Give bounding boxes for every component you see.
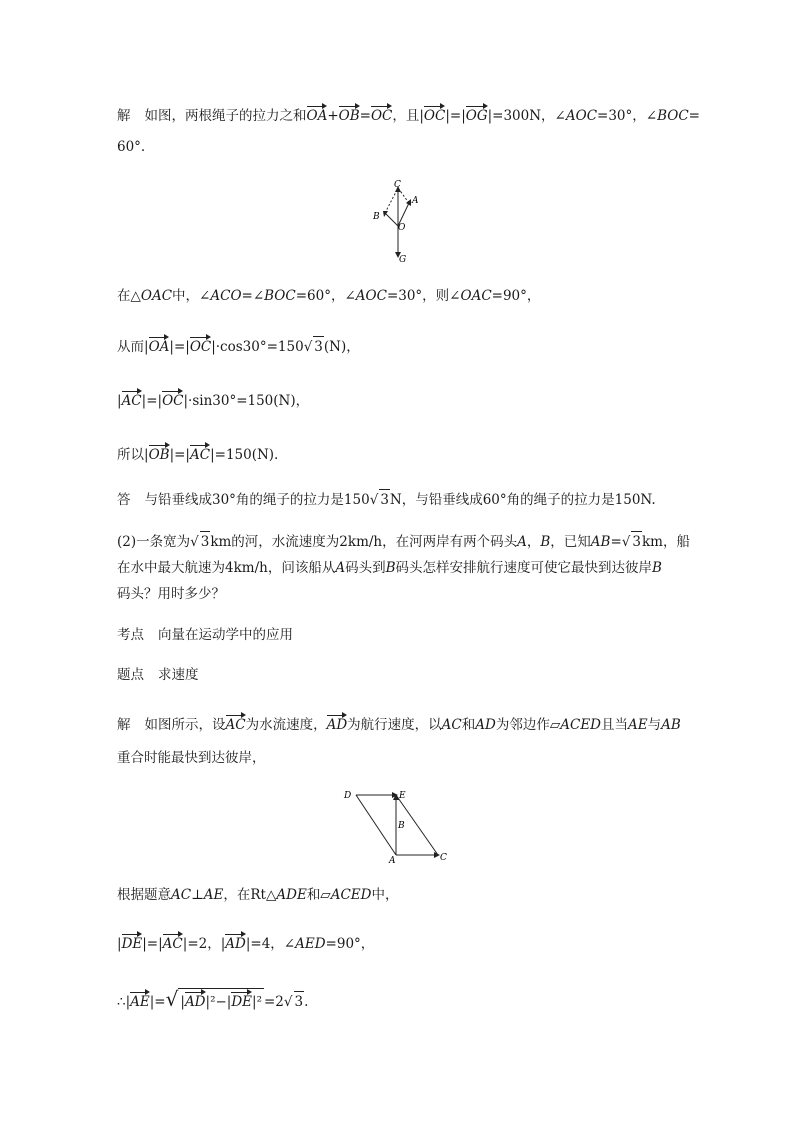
solution-keyword: 解 [117,108,131,124]
text: |= [149,994,166,1010]
text: 中，∠ [172,288,211,304]
solution-line-5 [117,388,309,411]
vector-ac: AC [190,442,210,465]
text: |=| [169,447,190,463]
sqrt-sign: √ [165,987,179,1011]
solution2-line-5: ∴|AE|=√ |AD|²−|DE|² =2√ 3. [117,987,309,1011]
perpendicular-relation: AC⊥AE [171,887,224,903]
sqrt-radicand: 3 [200,531,211,552]
text: =90°， [325,936,375,952]
vector-ac: AC [122,388,142,411]
angle-name: AOC [355,288,387,304]
text: N，与铅垂线成60°角的绳子的拉力是150N. [389,492,656,508]
vector-oc: OC [371,103,392,126]
angle-name: AOC [565,108,598,124]
text: ，在Rt△ [223,887,277,903]
label-b: B [373,212,380,222]
vector-de: DE [231,989,252,1012]
sqrt-radicand: 3 [313,336,324,357]
vector-ac: AC [163,931,183,954]
vector-oa: OA [149,334,170,357]
text: ，已知 [550,534,591,550]
solution-keyword: 解 [117,717,131,733]
text: ，且| [392,108,424,124]
text: 码头到 [345,560,386,576]
text: =60°，∠ [295,288,356,304]
segment-name: AC [441,717,462,733]
text: |²−| [205,994,232,1010]
label-e: E [399,791,406,801]
text: =30°，则∠ [386,288,461,304]
text: |=| [445,108,466,124]
text: 为航行速度，以 [347,717,442,733]
text: 在△ [117,288,141,304]
subtopic-text: 求速度 [158,667,199,683]
text: 与 [647,717,662,733]
text: 且当 [601,717,628,733]
text: ， [526,534,541,550]
vector-ad: AD [225,931,246,954]
text: 为邻边作▱ [495,717,561,733]
text: 根据题意 [117,887,171,903]
solution-line-1 [117,103,700,126]
angle-name: BOC [657,108,689,124]
label-d: D [344,791,352,801]
velocity-diagram [340,784,460,866]
point-name: A [517,534,527,550]
segment-name: AE [628,717,648,733]
label-a: A [389,856,396,866]
point-name: A [335,560,346,576]
angle-name: AED [295,936,326,952]
text: |·cos30°=150 [211,339,304,355]
text: |=2，| [182,936,226,952]
text: = [359,108,371,124]
solution-line-2: 60°. [117,139,146,155]
vector-ad: AD [185,989,206,1012]
problem-line-1: (2)一条宽为√ 3km的河，水流速度为2km/h，在河两岸有两个码头A，B，已知AB=√ 3km，船 [117,531,690,552]
sqrt-radicand: 3 [294,991,305,1012]
subtopic-keyword: 题点 [117,667,144,683]
point-name: B [540,534,551,550]
solution-line-4: 从而|OA|=|OC|·cos30°=150√ 3(N)， [117,334,360,357]
vector-ob: OB [149,442,170,465]
sqrt-expression [178,988,264,1012]
topic-text: 向量在运动学中的应用 [158,627,293,643]
solution-line-6 [117,442,278,465]
sqrt-radicand: 3 [379,489,390,510]
text: 在水中最大航速为4km/h，问该船从 [117,560,336,576]
problem-line-3: 码头？用时多少？ [117,586,225,602]
angle-name: ACO [210,288,242,304]
solution2-line-4 [117,931,374,954]
text: 与铅垂线成30°角的绳子的拉力是150 [144,492,370,508]
label-c: C [394,180,401,190]
solution2-line-3 [117,885,398,905]
text: | [180,994,185,1010]
label-o: O [398,223,406,233]
text: ∴| [117,994,131,1010]
vector-oc: OC [190,334,211,357]
text: + [327,108,339,124]
text: |² [252,994,262,1010]
angle-name: BOC [264,288,296,304]
text: =∠ [241,288,265,304]
vector-ae: AE [130,989,150,1012]
segment-name: AB [590,534,611,550]
text: |=4，∠ [245,936,296,952]
vector-de: DE [122,931,143,954]
text: 为水流速度， [245,717,327,733]
text: | [117,936,122,952]
topic-keyword: 考点 [117,627,144,643]
topic-line [117,625,293,645]
segment-name: AB [661,717,681,733]
vector-ob: OB [339,103,360,126]
vector-ac: AC [226,712,246,735]
vector-ad: AD [327,712,348,735]
label-c: C [440,853,447,863]
problem-line-2 [117,558,662,578]
vector-oc: OC [162,388,183,411]
text: 码头怎样安排航行速度可使它最快到达彼岸 [395,560,652,576]
text: =30°，∠ [597,108,658,124]
text: (2)一条宽为 [117,534,191,550]
text: |=| [141,393,163,409]
angle-name: OAC [460,288,492,304]
text: (N)， [323,339,360,355]
sqrt-radicand: 3 [631,531,642,552]
text: | [117,393,122,409]
point-name: B [652,560,662,576]
text: 中， [371,887,399,903]
text: 所以| [117,447,149,463]
triangle-name: OAC [140,288,173,304]
text: = [688,108,700,124]
text: |·sin30°=150(N)， [183,393,310,409]
answer-line: 答 与铅垂线成30°角的绳子的拉力是150√ 3N，与铅垂线成60°角的绳子的拉力是150N. [117,489,656,510]
text: 和▱ [306,887,331,903]
text: km，船 [641,534,690,550]
text: 和 [461,717,476,733]
text: = [610,534,622,550]
text: |=150(N). [210,447,279,463]
solution-line-3 [117,286,540,306]
answer-keyword: 答 [117,492,131,508]
text: 如图，两根绳子的拉力之和 [144,108,307,124]
vector-oc: OC [424,103,445,126]
label-b: B [398,821,405,831]
text: |=| [169,339,190,355]
parallelogram-name: ACED [560,717,601,733]
text: =2 [264,994,284,1010]
text: 从而| [117,339,149,355]
text: 如图所示，设 [144,717,226,733]
solution2-line-2: 重合时能最快到达彼岸， [117,750,266,766]
force-diagram [362,176,422,266]
text: km的河，水流速度为2km/h，在河两岸有两个码头 [210,534,518,550]
subtopic-line [117,665,199,685]
segment-name: AD [475,717,496,733]
vector-oa: OA [307,103,328,126]
text: =90°， [491,288,541,304]
text: . [304,994,309,1010]
text: |=| [142,936,163,952]
point-name: B [385,560,396,576]
parallelogram-name: ACED [330,887,372,903]
text: |=300N，∠ [487,108,566,124]
triangle-name: ADE [276,887,307,903]
label-g: G [399,255,407,265]
vector-og: OG [466,103,488,126]
solution2-line-1 [117,712,681,735]
label-a: A [412,196,419,206]
